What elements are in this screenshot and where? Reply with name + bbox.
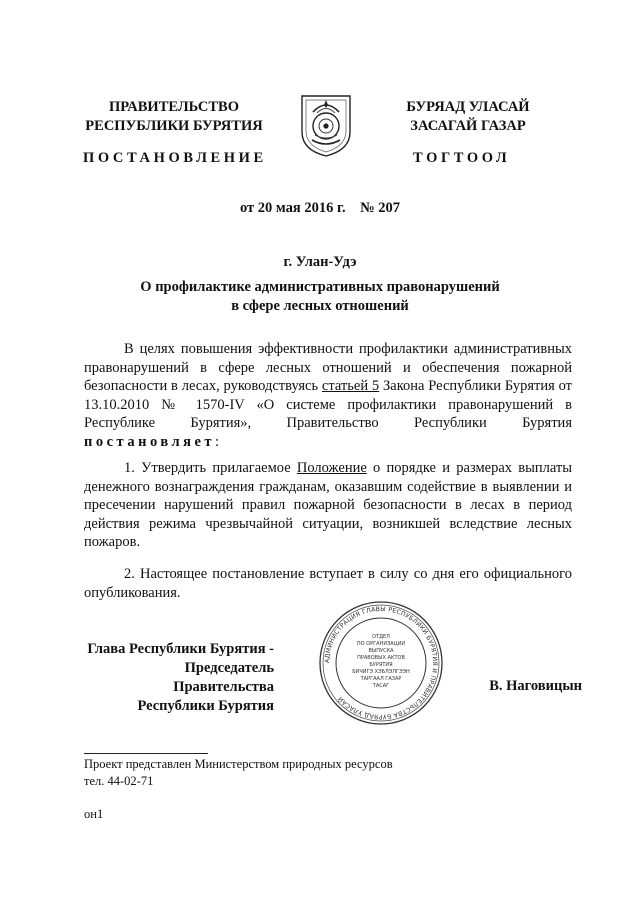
header-right — [378, 98, 558, 136]
official-seal-stamp — [318, 600, 444, 726]
header-left-line2: РЕСПУБЛИКИ БУРЯТИЯ — [85, 118, 263, 134]
svg-text:АДМИНИСТРАЦИЯ ГЛАВЫ РЕСПУБЛИКИ: АДМИНИСТРАЦИЯ ГЛАВЫ РЕСПУБЛИКИ БУРЯТИЯ И ПРАВИТЕЛЬСТВА БУРЯАД УЛАСАЙ — [323, 605, 439, 721]
city: г. Улан-Удэ — [283, 254, 357, 270]
document-title — [80, 278, 560, 316]
footer-divider — [84, 753, 208, 754]
article-5-link[interactable]: статьей 5 — [321, 378, 380, 395]
header-left-line1: ПРАВИТЕЛЬСТВО — [109, 99, 239, 115]
doc-type-left: ПОСТАНОВЛЕНИЕ — [83, 150, 267, 166]
preamble-text-1: В целях повышения эффективности профилактики административных правонарушений в сфере лесных отношений и обеспечения пожарной безопасности в лесах, руководствуясь — [84, 341, 572, 395]
decree-word: постановляет — [84, 433, 216, 450]
svg-text:ТАСАГ: ТАСАГ — [372, 683, 390, 689]
paragraph-item-2: 2. Настоящее постановление вступает в силу со дня его официального опубликования. — [84, 566, 572, 601]
item1-text-2: о порядке и размерах выплаты денежного вознаграждения гражданам, оказавшим содействие в выявлении и пресечении нарушений правил пожарной безопасности в лесах в период действия режима чрезвычайной ситуации, возникшей вследствие лесных пожаров. — [84, 460, 572, 551]
doc-type-right: ТОГТООЛ — [413, 150, 511, 166]
paragraph-item-1 — [84, 459, 572, 552]
header-right-line1: БУРЯАД УЛАСАЙ — [406, 99, 530, 115]
title-line1: О профилактике административных правонарушений — [140, 279, 500, 295]
signature-title — [84, 640, 274, 716]
document-code: он1 — [84, 807, 104, 821]
emblem-icon — [299, 92, 353, 158]
svg-text:ПО ОРГАНИЗАЦИИ: ПО ОРГАНИЗАЦИИ — [356, 641, 406, 647]
paragraph-preamble — [84, 340, 572, 452]
signature-line1: Глава Республики Бурятия - — [87, 641, 274, 657]
svg-text:БУРЯТИЯ: БУРЯТИЯ — [369, 662, 393, 668]
svg-text:ПРАВОВЫХ АКТОВ: ПРАВОВЫХ АКТОВ — [357, 655, 405, 661]
svg-text:ТАРГААЛ ГАЗАР: ТАРГААЛ ГАЗАР — [360, 676, 402, 682]
footer-block — [84, 756, 564, 790]
item1-text-1: 1. Утвердить прилагаемое — [124, 460, 297, 476]
signature-line3: Республики Бурятия — [137, 698, 274, 714]
header-left — [76, 98, 272, 136]
date-number: от 20 мая 2016 г. № 207 — [239, 200, 401, 216]
svg-text:ОТДЕЛ: ОТДЕЛ — [372, 634, 390, 640]
title-line2: в сфере лесных отношений — [231, 298, 409, 314]
signature-line2: Председатель Правительства — [173, 660, 274, 695]
preamble-text-2: Закона Республики Бурятия от 13.10.2010 № 1570-IV «О системе профилактики правонарушений в Республике Бурятия», Правительство Республики Бурятия — [84, 378, 572, 432]
signer-name: В. Наговицын — [489, 678, 582, 694]
header-right-line2: ЗАСАГАЙ ГАЗАР — [410, 118, 526, 134]
prepared-by: Проект представлен Министерством природных ресурсов — [84, 757, 393, 771]
svg-text:БИЧИГЭ ХЭБЛЭЛГЭЭН: БИЧИГЭ ХЭБЛЭЛГЭЭН — [352, 669, 410, 675]
regulation-link[interactable]: Положение — [296, 460, 367, 476]
phone: тел. 44-02-71 — [84, 774, 154, 788]
preamble-end: : — [215, 433, 220, 450]
svg-text:ВЫПУСКА: ВЫПУСКА — [368, 648, 394, 654]
